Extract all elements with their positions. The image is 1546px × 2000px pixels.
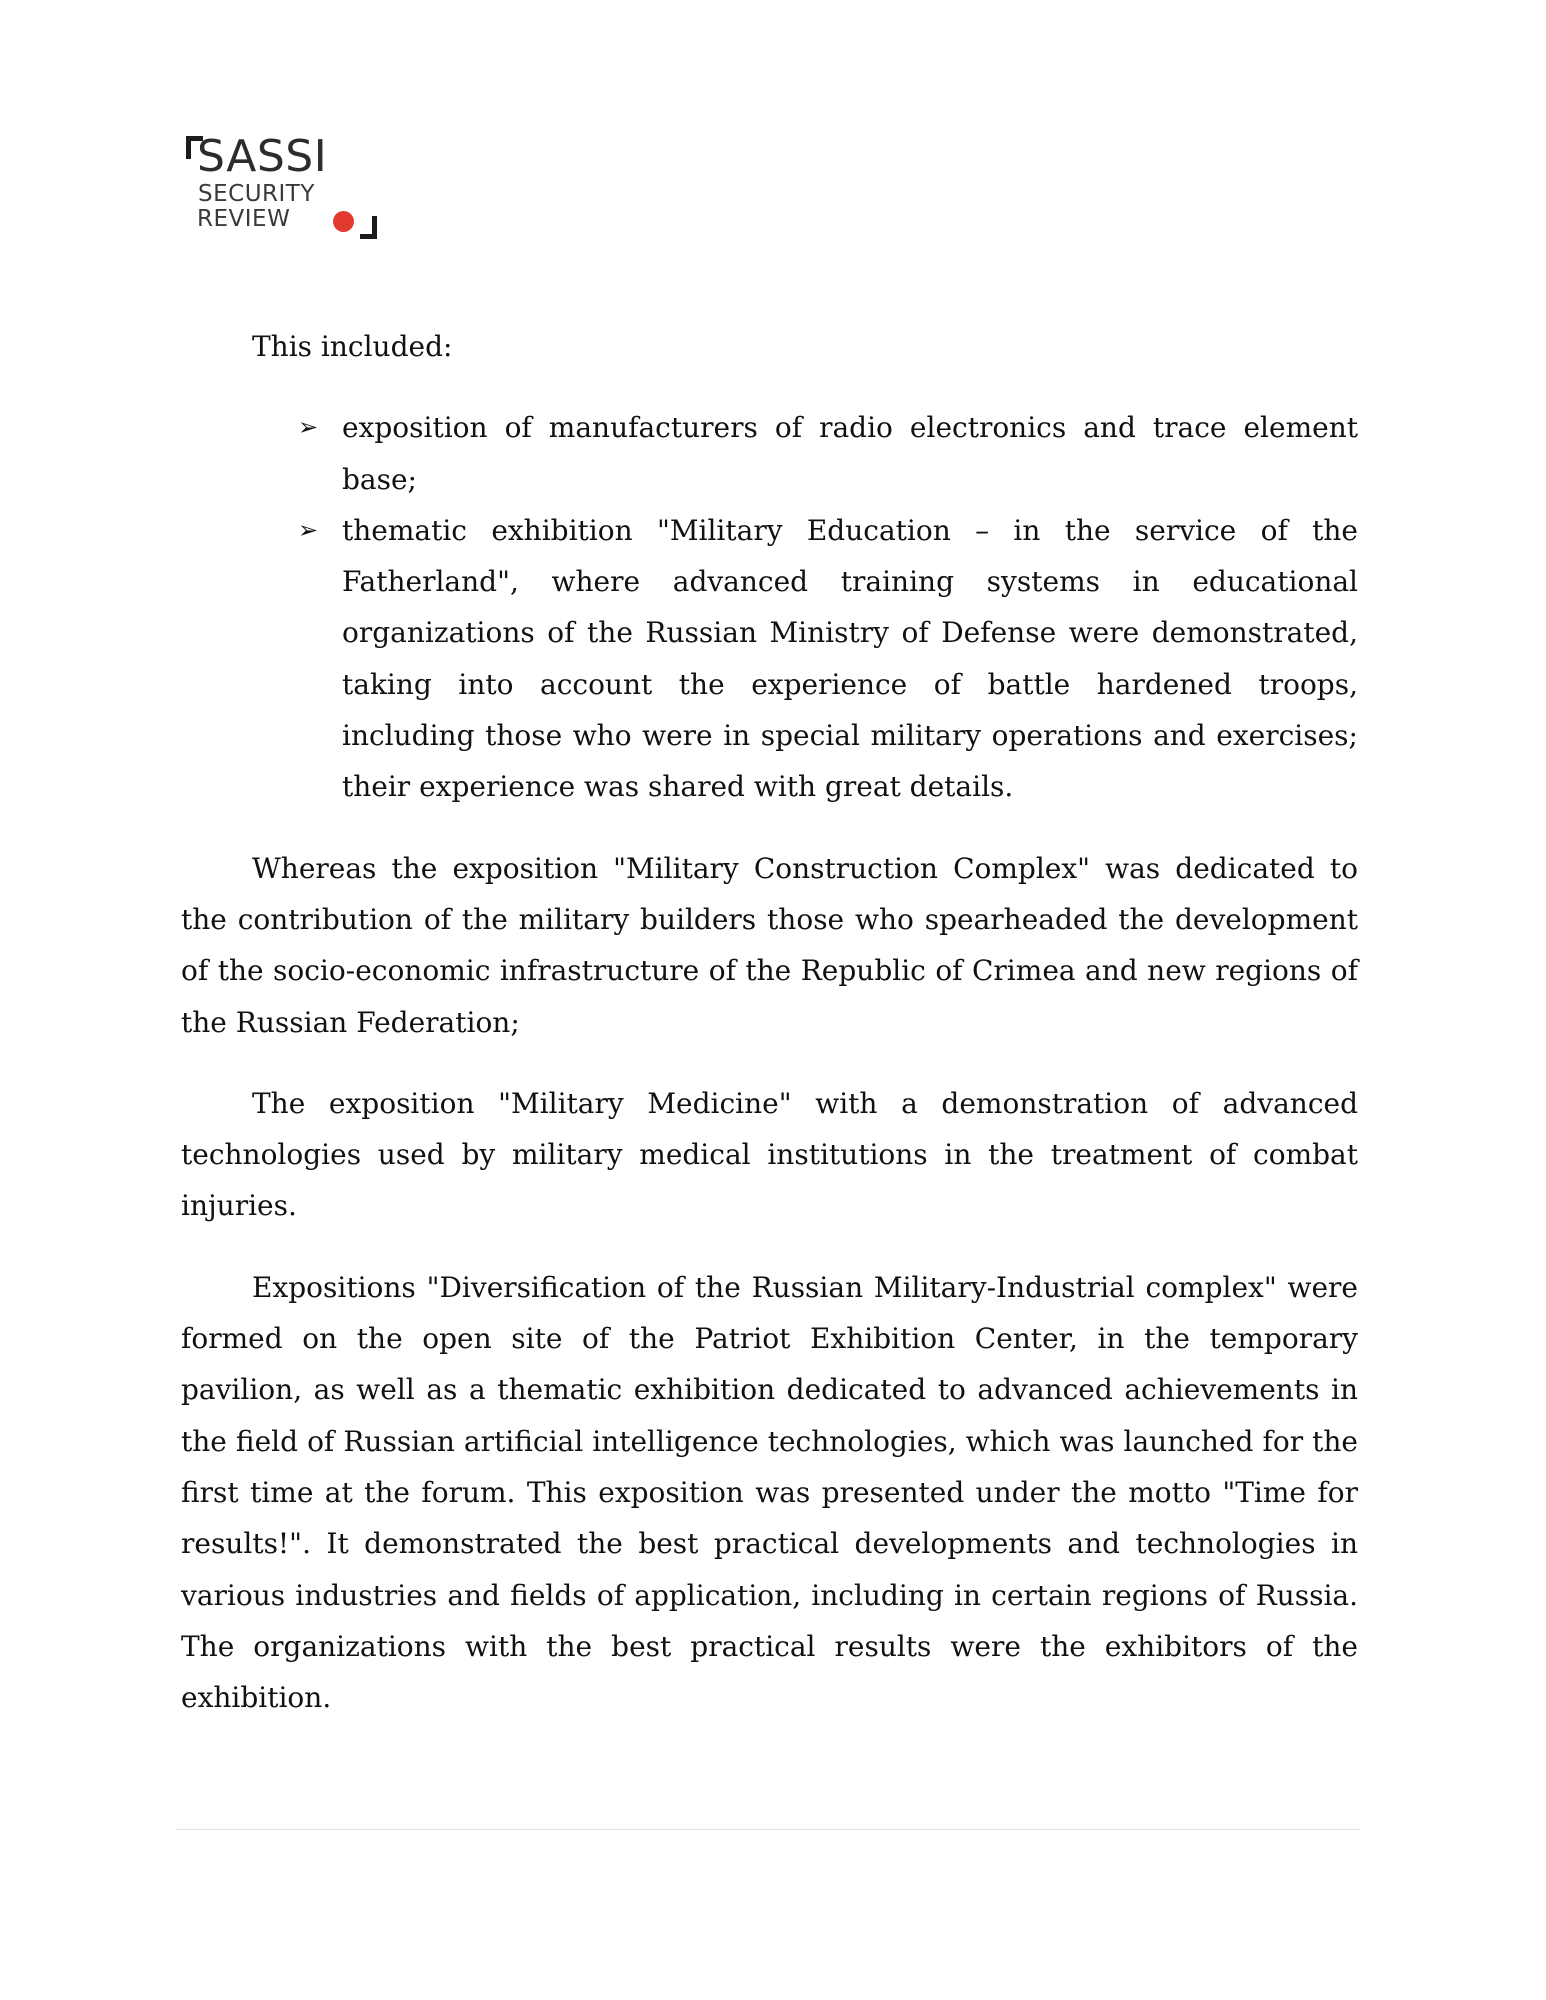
list-item <box>298 402 1358 505</box>
sassi-logo <box>186 131 376 242</box>
list-item-text: thematic exhibition "Military Education – in the service of the Fatherland", where advanced training systems in educational organizations of the Russian Ministry of Defense were demonstrated, taking into account the experience of battle hardened troops, including those who were in special military operations and exercises; their experience was shared with great details. <box>342 513 1358 804</box>
logo-text-sassi: SASSI <box>197 131 328 182</box>
paragraph-diversification: Expositions "Diversification of the Russian Military-Industrial complex" were formed on the open site of the Patriot Exhibition Center, in the temporary pavilion, as well as a thematic exhibition dedicated to advanced achievements in the field of Russian artificial intelligence technologies, which was launched for the first time at the forum. This exposition was presented under the motto "Time for results!". It demonstrated the best practical developments and technologies in various industries and fields of application, including in certain regions of Russia. The organizations with the best practical results were the exhibitors of the exhibition. <box>181 1270 1358 1715</box>
logo-bracket-bottom-right <box>360 216 377 239</box>
logo-red-dot <box>333 211 354 232</box>
document-body <box>181 321 1358 1753</box>
intro-line: This included: <box>252 330 453 363</box>
list-item-text: exposition of manufacturers of radio electronics and trace element base; <box>342 411 1358 496</box>
logo-text-security: SECURITY <box>198 181 315 207</box>
bullet-list <box>181 402 1358 812</box>
arrow-bullet-icon: ➢ <box>298 413 319 442</box>
paragraph-military-medicine: The exposition "Military Medicine" with a demonstration of advanced technologies used by military medical institutions in the treatment of combat injuries. <box>181 1086 1358 1223</box>
list-item <box>298 505 1358 813</box>
logo-text-review: REVIEW <box>197 206 291 232</box>
paragraph-military-construction: Whereas the exposition "Military Construction Complex" was dedicated to the contribution of the military builders those who spearheaded the development of the socio-economic infrastructure of the Republic of Crimea and new regions of the Russian Federation; <box>181 851 1358 1039</box>
arrow-bullet-icon: ➢ <box>298 515 319 544</box>
footer-divider <box>176 1829 1361 1830</box>
